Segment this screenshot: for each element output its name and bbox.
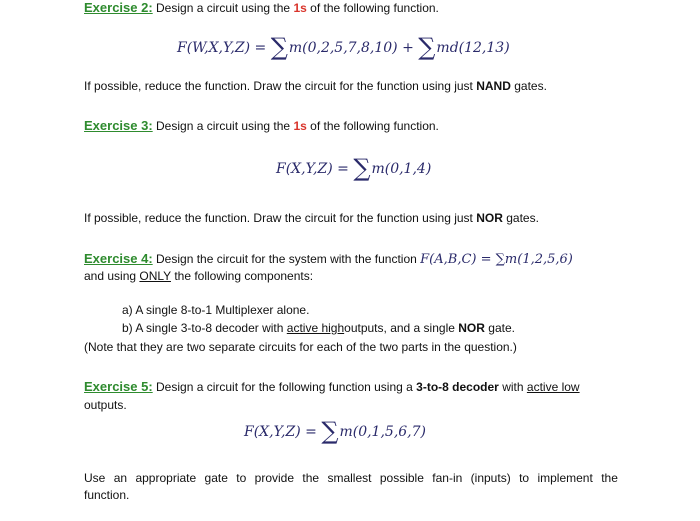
instruction-word: the [601, 471, 618, 485]
instruction-word: to [519, 471, 530, 485]
instruction-word: (inputs) [470, 471, 511, 485]
exercise-5-text-2: with [502, 380, 524, 394]
gate-type: NOR [458, 321, 485, 335]
active-high-emphasis: active high [286, 321, 345, 335]
decoder-emphasis: 3-to-8 decoder [416, 380, 499, 394]
sigma-symbol: ∑ [270, 33, 288, 61]
instruction-word: provide [254, 471, 295, 485]
instruction-word: smallest [327, 471, 372, 485]
exercise-4-minterms: m(1,2,5,6) [504, 252, 573, 267]
exercise-4-text-2: and using [84, 269, 137, 283]
exercise-3-heading [84, 118, 439, 134]
exercise-3-equation [276, 154, 432, 182]
exercise-3-text-1: Design a circuit using the [156, 119, 291, 133]
exercise-2-minterms: m(0,2,5,7,8,10) + [288, 40, 414, 56]
exercise-5-equation [244, 417, 426, 445]
instruction-word: to [236, 471, 247, 485]
exercise-5-minterms: m(0,1,5,6,7) [339, 424, 426, 440]
exercise-3-minterms: m(0,1,4) [371, 161, 432, 177]
instruction-text: If possible, reduce the function. Draw the circuit for the function using just [84, 79, 473, 93]
exercise-5-lhs: F(X,Y,Z) = [244, 424, 317, 440]
exercise-4-part-b [122, 320, 515, 336]
instruction-word: appropriate [135, 471, 197, 485]
exercise-2-text-2: of the following function. [310, 1, 439, 15]
exercise-3-text-2: of the following function. [310, 119, 439, 133]
instruction-word: gate [204, 471, 228, 485]
sigma-symbol: ∑ [495, 252, 505, 267]
exercise-2-equation [177, 33, 510, 61]
exercise-4-heading [84, 251, 573, 268]
exercise-4-function [420, 252, 573, 267]
instruction-word: implement [537, 471, 593, 485]
exercise-2-heading [84, 0, 439, 16]
part-b-text: b) A single 3-to-8 decoder with [122, 321, 284, 335]
part-a-text: a) A single 8-to-1 Multiplexer alone. [122, 303, 310, 317]
instruction-text: gates. [506, 211, 539, 225]
exercise-2-lhs: F(W,X,Y,Z) = [177, 40, 267, 56]
exercise-3-instructions [84, 210, 539, 226]
exercise-3-label: Exercise 3: [84, 118, 153, 133]
note-text: (Note that they are two separate circuits for each of the two parts in the question.) [84, 340, 517, 354]
instruction-word: Use [84, 471, 106, 485]
gate-type: NAND [476, 79, 511, 93]
exercise-4-line-2 [84, 268, 313, 284]
instruction-word: the [302, 471, 320, 485]
exercise-4-text-3: the following components: [174, 269, 314, 283]
sigma-symbol: ∑ [418, 33, 436, 61]
gate-type: NOR [476, 211, 503, 225]
exercise-5-instructions [84, 470, 618, 486]
instruction-word: possible [379, 471, 424, 485]
sigma-symbol: ∑ [321, 417, 339, 445]
exercise-5-text-1: Design a circuit for the following function using a [156, 380, 413, 394]
exercise-4-text-1: Design the circuit for the system with the function [156, 252, 417, 266]
exercise-5-line-2 [84, 397, 127, 413]
exercise-2-text-1: Design a circuit using the [156, 1, 291, 15]
part-b-text-2: outputs, and a single [344, 321, 455, 335]
only-emphasis: ONLY [139, 269, 171, 283]
instruction-text: function. [84, 488, 130, 502]
exercise-5-heading [84, 379, 580, 395]
exercise-4-lhs: F(A,B,C) = [420, 252, 492, 267]
exercise-4-part-a [122, 302, 309, 318]
exercise-2-label: Exercise 2: [84, 0, 153, 15]
active-low-emphasis: active low [526, 380, 580, 394]
part-b-text-3: gate. [488, 321, 515, 335]
instruction-word: an [113, 471, 128, 485]
exercise-5-label: Exercise 5: [84, 379, 153, 394]
instruction-text: If possible, reduce the function. Draw the circuit for the function using just [84, 211, 473, 225]
exercise-3-ones: 1s [293, 119, 307, 133]
exercise-2-dontcares: md(12,13) [436, 40, 510, 56]
exercise-5-text-3: outputs. [84, 398, 127, 412]
instruction-text: gates. [514, 79, 547, 93]
exercise-2-instructions [84, 78, 547, 94]
instruction-word: fan-in [432, 471, 463, 485]
exercise-3-lhs: F(X,Y,Z) = [276, 161, 349, 177]
exercise-5-line-final [84, 487, 129, 503]
exercise-4-label: Exercise 4: [84, 251, 153, 266]
exercise-4-note [84, 339, 517, 355]
sigma-symbol: ∑ [353, 154, 371, 182]
exercise-2-ones: 1s [293, 1, 307, 15]
